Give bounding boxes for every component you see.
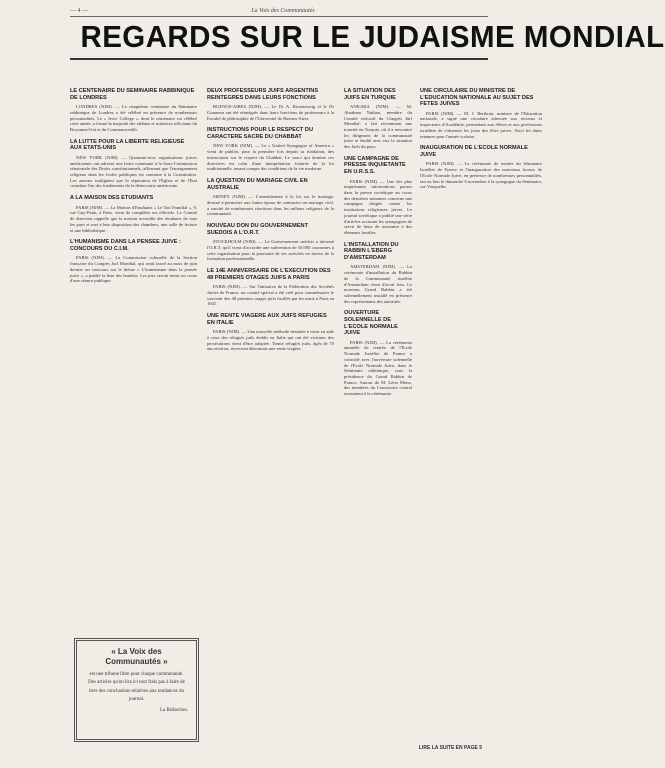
- article-title: LA SITUATION DES JUIFS EN TURQUIE: [344, 88, 396, 101]
- column-4: [420, 88, 542, 196]
- journal-name: La Voix des Communautés: [251, 8, 315, 14]
- article-body: NEW YORK (NJM). — Quarante-trois organisations juives américaines ont adressé une lettre commune à la Sous-Commission sénatoriale des Droits constitutionnels, affirmant que l'enseignement religieux dans les écoles publiques est contraire à la Constitution. Les auteurs soulignent que la séparation de l'Eglise et de l'Etat constitue l'un des fondements de la démocratie américaine.: [70, 154, 197, 189]
- article-body: PARIS (NJM). — Une des plus inquiétantes informations parues dans la presse soviétique au cours des dernières semaines concerne une campagne dirigée contre les institutions religieuses juives. Le journal soviétique a publié une série d'articles accusant les synagogues de servir de lieux de rencontre à des éléments hostiles.: [344, 178, 412, 235]
- article-title: NOUVEAU DON DU GOUVERNEMENT SUEDOIS A L'O.R.T.: [207, 223, 309, 236]
- article-title: INSTRUCTIONS POUR LE RESPECT DU CARACTERE SACRE DU CHABBAT: [207, 127, 313, 140]
- article-title: UNE RENTE VIAGERE AUX JUIFS REFUGIES EN ITALIE: [207, 313, 327, 326]
- article: [207, 88, 334, 121]
- article: [70, 139, 197, 189]
- box-signature: La Rédaction.: [159, 707, 188, 713]
- column-3-content: [344, 88, 412, 403]
- article-title: UNE CAMPAGNE DE PRESSE INQUIETANTE EN U.R.S.S.: [344, 155, 406, 175]
- article-title: LA QUESTION DU MARIAGE CIVIL EN AUSTRALIE: [207, 178, 308, 191]
- article-title: L'HUMANISME DANS LA PENSEE JUIVE : CONCOURS DU C.I.M.: [70, 239, 181, 252]
- article-title: LE CENTENAIRE DU SEMINAIRE RABBINIQUE DE LONDRES: [70, 88, 195, 101]
- article: [207, 127, 334, 172]
- continued-note: LIRE LA SUITE EN PAGE 5: [418, 745, 482, 751]
- article: [70, 88, 197, 133]
- article: [207, 268, 334, 307]
- masthead-rule: [70, 58, 488, 60]
- article: [420, 88, 542, 139]
- article: [70, 195, 197, 233]
- article: [70, 239, 197, 284]
- article-title: LE 14E ANNIVERSAIRE DE L'EXECUTION DES 48 PREMIERS OTAGES JUIFS A PARIS: [207, 268, 331, 281]
- article-body: ANKARA (NJM). — M. Abraham Nathan, membre du Comité exécutif du Congrès Juif Mondial, a fait récemment une tournée en Turquie, où il a rencontré les dirigeants de la communauté juive et étudié avec eux la situation des Juifs du pays.: [344, 104, 412, 150]
- article-body: PARIS (NJM). — M. J. Berthoin, ministre de l'Education nationale, a signé une circulaire adressée aux recteurs et inspecteurs d'Académie, permettant aux élèves et aux professeurs israélites de s'absenter les jours des fêtes juives. Voici les dates retenues pour l'année scolaire.: [420, 110, 542, 139]
- article-title: UNE CIRCULAIRE DU MINISTRE DE L'EDUCATION NATIONALE AU SUJET DES FETES JUIVES: [420, 88, 534, 108]
- article-body: PARIS (NJM). — La Maison d'Etudiants « Le Toit Familial », 9, rue Guy-Patin, à Paris, vient de compléter ses effectifs. Le Comité de direction rappelle que la maison accueille des étudiants de tous les pays et met à leur disposition des chambres, une salle de lecture et une bibliothèque.: [70, 204, 197, 233]
- article-title: L'INSTALLATION DU RABBIN L'EBERG D'AMSTERDAM: [344, 241, 399, 261]
- article-body: BUENOS-AIRES (NJM). — Le Dr A. Rosenzweig et le Dr Guarnera ont été réintégrés dans leurs fonctions de professeurs à la Faculté de philosophie de l'Université de Buenos-Aires.: [207, 104, 334, 121]
- article-title: OUVERTURE SOLENNELLE DE L'ECOLE NORMALE JUIVE: [344, 310, 398, 337]
- article-body: STOCKHOLM (NJM). — Le Gouvernement suédois a informé l'O.R.T. qu'il vient d'accorder une subvention de 50.000 couronnes à cette organisation pour la poursuite de ses activités en faveur de la formation professionnelle.: [207, 239, 334, 262]
- article-body: SIDNEY (NJM). — L'amendement à la loi sur le mariage, destiné à permettre aux futurs époux de contracter un mariage civil, a suscité de nombreuses réactions dans les milieux religieux de la communauté.: [207, 194, 334, 217]
- page-masthead: REGARDS SUR LE JUDAISME MONDIAL: [80, 19, 665, 54]
- article: [344, 156, 412, 236]
- box-text: est une tribune libre pour chaque communauté. Des articles qu'on lira ici tout frais pas à faire de tirer des conclusions relatives aux tendances du journal.: [88, 672, 185, 703]
- box-title: « La Voix des Communautés »: [105, 647, 168, 666]
- article-body: LONDRES (NJM). — Le cinquième centenaire du Séminaire rabbinique de Londres a été célébré en présence de nombreuses personnalités. Le « Jews' College », dont le centenaire est célébré cette année, a formé la majorité des rabbins et ministres officiants du Royaume-Uni et du Commonwealth.: [70, 104, 197, 132]
- article: [207, 313, 334, 352]
- editorial-note-box: [74, 638, 199, 742]
- article: [207, 178, 334, 217]
- article-title: INAUGURATION DE L'ECOLE NORMALE JUIVE: [420, 145, 528, 158]
- article: [420, 145, 542, 190]
- article: [207, 223, 334, 262]
- article-body: PARIS (NJM). — Sur l'initiative de la Fédération des Sociétés Juives de France, un comité spécial a été créé pour commémorer le souvenir des 48 premiers otages juifs fusillés par les nazis à Paris en 1941.: [207, 284, 334, 307]
- page-number: — 4 —: [70, 8, 88, 14]
- article-title: A LA MAISON DES ETUDIANTS: [70, 195, 154, 202]
- article-body: PARIS (NJM). — La cérémonie annuelle de rentrée de l'Ecole Normale Israélite de France a coïncidé avec l'ouverture solennelle de l'Ecole Normale Juive, dans le Séminaire rabbinique, sous la présidence du Grand Rabbin de France. Autour de M. Léon Meiss, des membres du Consistoire central assistaient à la cérémonie.: [344, 339, 412, 397]
- article-body: PARIS (NJM). — La Commission culturelle de la Section française du Congrès Juif Mondial, qui avait lancé au mois de juin dernier un concours sur le thème « L'humanisme dans la pensée juive », a publié la liste des lauréats. Les prix seront remis au cours d'une séance publique.: [70, 255, 197, 284]
- article-body: AMSTERDAM (NJM). — La cérémonie d'installation du Rabbin de la Communauté israélite d'Amsterdam vient d'avoir lieu. Le nouveau Grand Rabbin a été solennellement installé en présence des représentants des autorités.: [344, 264, 412, 304]
- article: [344, 88, 412, 150]
- article-title: DEUX PROFESSEURS JUIFS ARGENTINS REINTEGRES DANS LEURS FONCTIONS: [207, 88, 319, 101]
- article: [344, 310, 412, 396]
- article-body: NEW YORK (NJM). — Le « United Synagogue of America » vient de publier, pour la première fois depuis sa fondation, des instructions sur le respect du Chabbat. Le souci qui domine ces directives est celui d'une interprétation éclairée de la loi traditionnelle, tenant compte des conditions de la vie moderne.: [207, 143, 334, 172]
- running-header: [70, 6, 478, 16]
- article-body: PARIS (NJM). — Une nouvelle méthode destinée à venir en aide à ceux des réfugiés juifs établis en Italie qui ont été victimes des persécutions vient d'être adoptée. Trente réfugiés juifs, âgés de 70 ans environ, recevront désormais une rente viagère.: [207, 329, 334, 352]
- column-2: [207, 88, 334, 358]
- article-title: LA LUTTE POUR LA LIBERTE RELIGIEUSE AUX ETATS-UNIS: [70, 138, 185, 152]
- article-body: PARIS (NJM). — La cérémonie de rentrée du Séminaire Israélite de France et l'inauguration des nouveaux locaux de l'Ecole Normale Juive, en présence de nombreuses personnalités, ont eu lieu le dimanche 6 novembre à la synagogue du Séminaire, rue Vauquelin.: [420, 161, 542, 190]
- column-1: [70, 88, 197, 290]
- article: [344, 242, 412, 305]
